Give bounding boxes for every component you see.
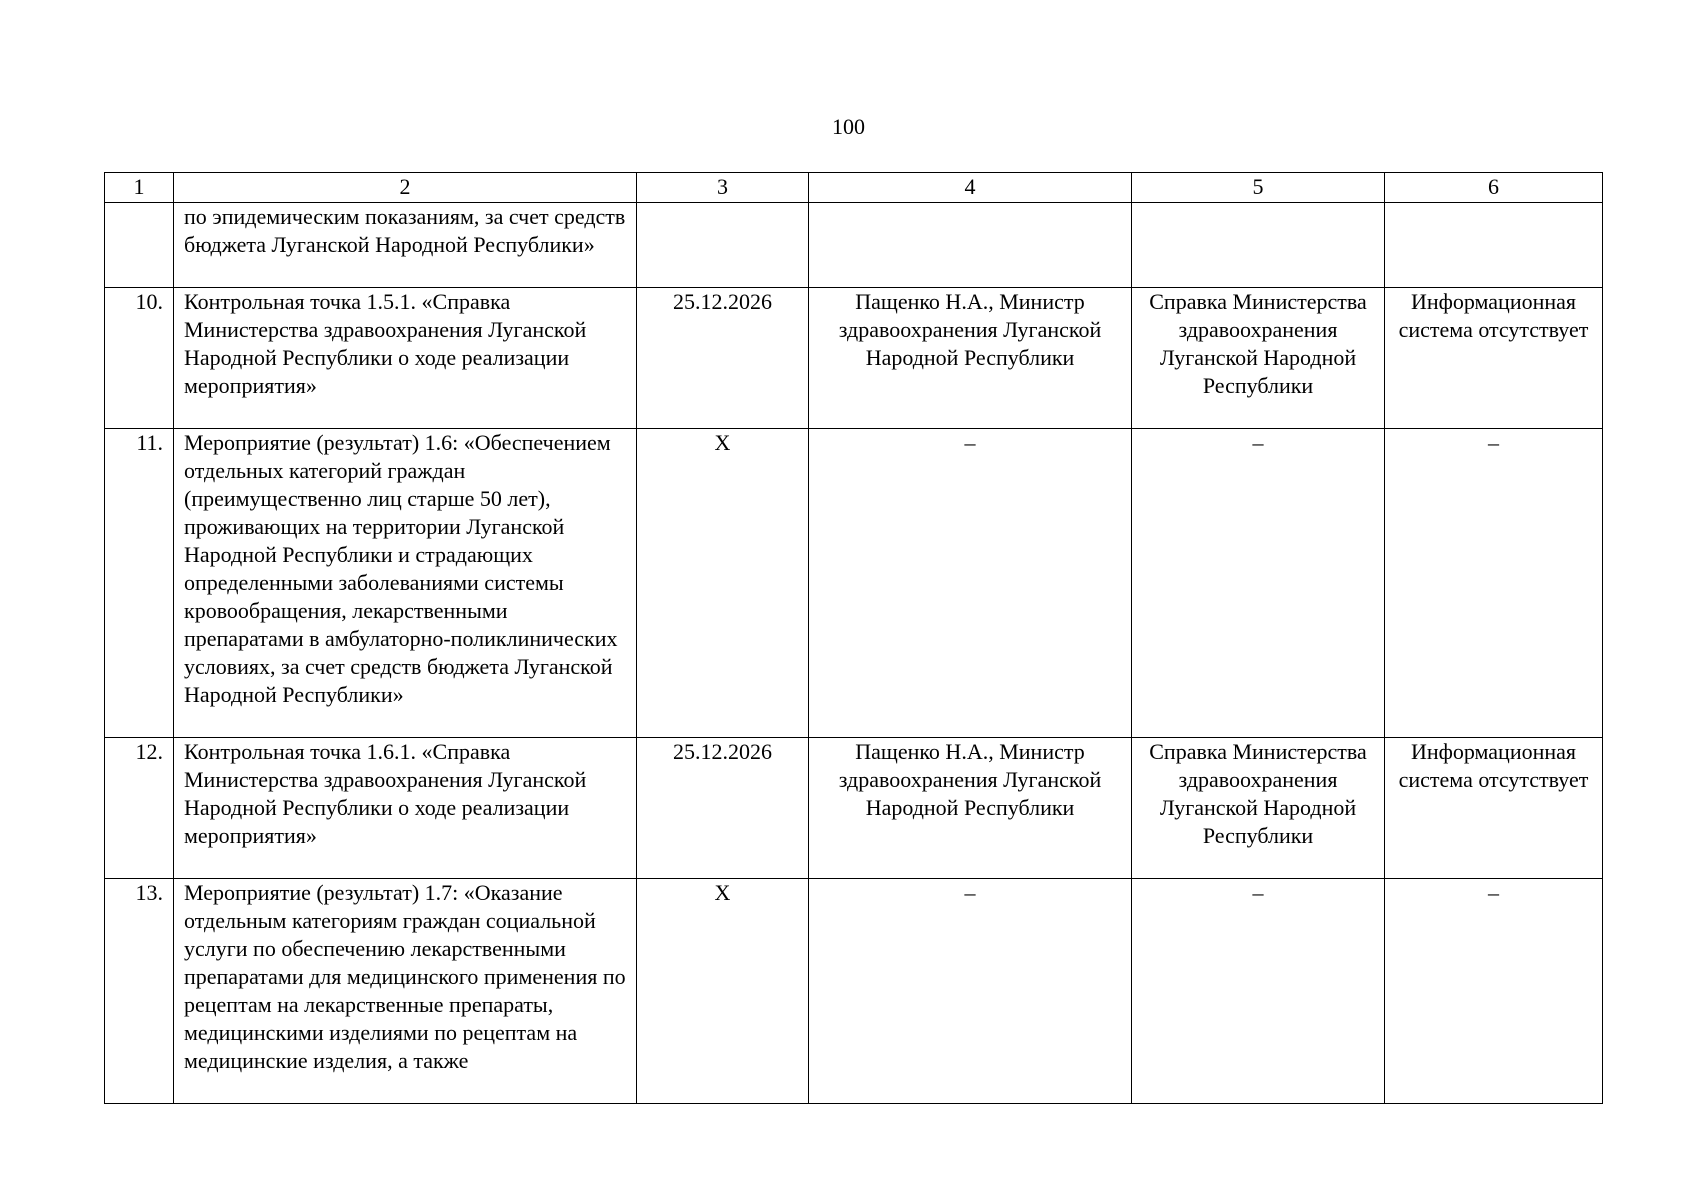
deadline-cell: Х <box>637 429 809 738</box>
responsible-cell: – <box>809 879 1132 1104</box>
column-header-1: 1 <box>105 173 174 203</box>
event-name-cell: по эпидемическим показаниям, за счет средств бюджета Луганской Народной Республики» <box>174 203 637 288</box>
deadline-cell: 25.12.2026 <box>637 738 809 879</box>
row-number-cell: 11. <box>105 429 174 738</box>
row-number-cell <box>105 203 174 288</box>
header-row <box>105 173 1603 203</box>
page-number: 100 <box>832 114 865 139</box>
document-cell: – <box>1132 879 1385 1104</box>
column-header-2: 2 <box>174 173 637 203</box>
plan-table <box>104 172 1603 1104</box>
responsible-cell: Пащенко Н.А., Министр здравоохранения Луганской Народной Республики <box>809 288 1132 429</box>
event-name-cell: Контрольная точка 1.6.1. «Справка Министерства здравоохранения Луганской Народной Республики о ходе реализации мероприятия» <box>174 738 637 879</box>
column-header-3: 3 <box>637 173 809 203</box>
responsible-cell: – <box>809 429 1132 738</box>
row-number-cell: 12. <box>105 738 174 879</box>
column-header-5: 5 <box>1132 173 1385 203</box>
info-system-cell <box>1385 203 1603 288</box>
row-number-cell: 13. <box>105 879 174 1104</box>
column-header-4: 4 <box>809 173 1132 203</box>
document-cell <box>1132 203 1385 288</box>
event-name-cell: Мероприятие (результат) 1.6: «Обеспечением отдельных категорий граждан (преимущественно лиц старше 50 лет), проживающих на территории Луганской Народной Республики и страдающих определенными заболеваниями системы кровообращения, лекарственными препаратами в амбулаторно-поликлинических условиях, за счет средств бюджета Луганской Народной Республики» <box>174 429 637 738</box>
responsible-cell: Пащенко Н.А., Министр здравоохранения Луганской Народной Республики <box>809 738 1132 879</box>
info-system-cell: Информационная система отсутствует <box>1385 738 1603 879</box>
deadline-cell <box>637 203 809 288</box>
table-row <box>105 429 1603 738</box>
deadline-cell: Х <box>637 879 809 1104</box>
deadline-cell: 25.12.2026 <box>637 288 809 429</box>
event-name-cell: Мероприятие (результат) 1.7: «Оказание отдельным категориям граждан социальной услуги по обеспечению лекарственными препаратами для медицинского применения по рецептам на лекарственные препараты, медицинскими изделиями по рецептам на медицинские изделия, а также <box>174 879 637 1104</box>
column-header-6: 6 <box>1385 173 1603 203</box>
info-system-cell: – <box>1385 429 1603 738</box>
table-row <box>105 203 1603 288</box>
document-cell: – <box>1132 429 1385 738</box>
table-row <box>105 738 1603 879</box>
table-row <box>105 288 1603 429</box>
row-number-cell: 10. <box>105 288 174 429</box>
table-row <box>105 879 1603 1104</box>
event-name-cell: Контрольная точка 1.5.1. «Справка Министерства здравоохранения Луганской Народной Республики о ходе реализации мероприятия» <box>174 288 637 429</box>
info-system-cell: – <box>1385 879 1603 1104</box>
info-system-cell: Информационная система отсутствует <box>1385 288 1603 429</box>
document-cell: Справка Министерства здравоохранения Луганской Народной Республики <box>1132 288 1385 429</box>
document-cell: Справка Министерства здравоохранения Луганской Народной Республики <box>1132 738 1385 879</box>
responsible-cell <box>809 203 1132 288</box>
